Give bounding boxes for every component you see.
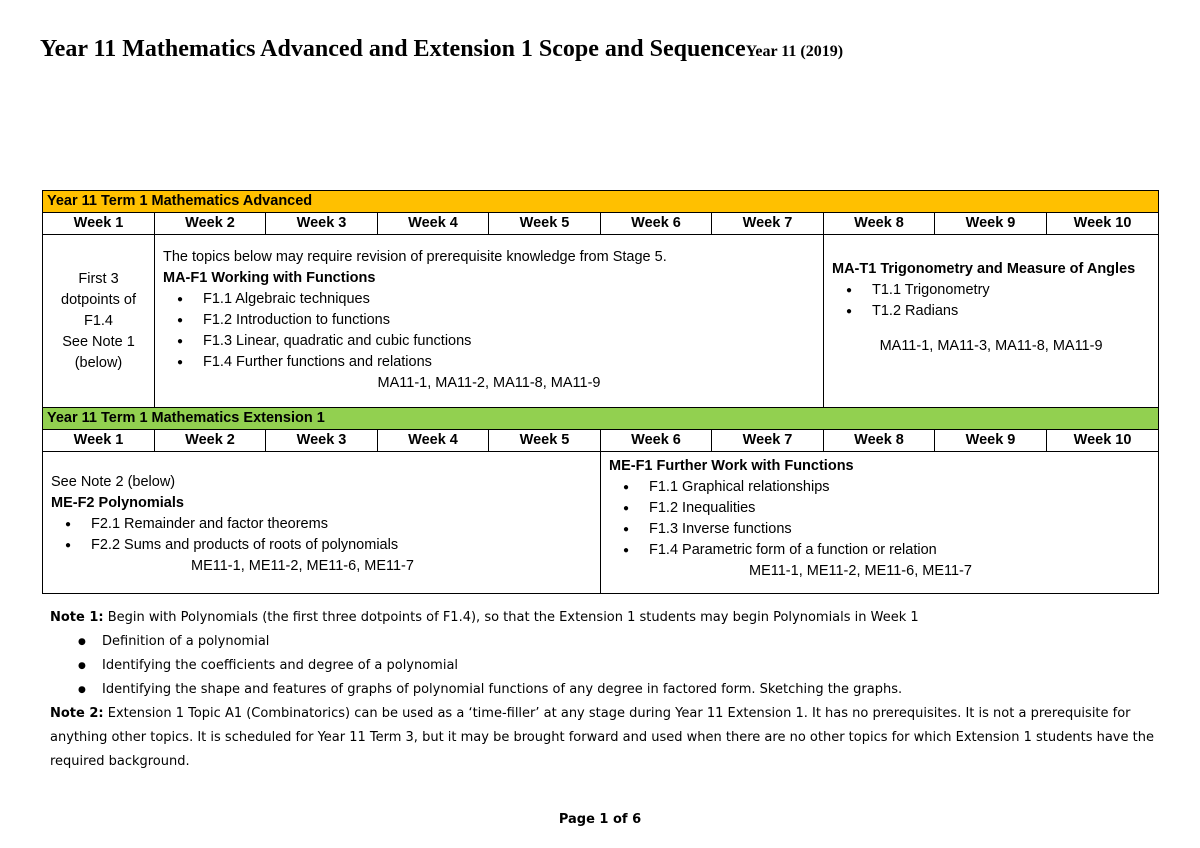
see-note-2: See Note 2 (below): [51, 474, 176, 490]
extension-functions-cell: [601, 452, 1159, 594]
topic-item: ● F1.1 Algebraic techniques: [203, 289, 815, 310]
topic-item: ● F1.4 Parametric form of a function or relation: [649, 540, 1150, 561]
first-cell-line: dotpoints of: [61, 292, 136, 308]
topic-heading: ME-F2 Polynomials: [51, 495, 184, 511]
week-header: Week 4: [378, 430, 489, 452]
advanced-band: Year 11 Term 1 Mathematics Advanced: [43, 191, 1159, 213]
note-1-list: [50, 630, 1160, 702]
topic-heading: MA-T1 Trigonometry and Measure of Angles: [832, 261, 1136, 277]
extension-polynomials-cell: [43, 452, 601, 594]
topic-list: [163, 289, 815, 373]
extension-week-row: [43, 430, 1159, 452]
week-header: Week 9: [935, 213, 1047, 235]
extension-band: Year 11 Term 1 Mathematics Extension 1: [43, 408, 1159, 430]
topic-item: ● F1.3 Linear, quadratic and cubic functions: [203, 331, 815, 352]
week-header: Week 8: [824, 213, 935, 235]
week-header: Week 9: [935, 430, 1047, 452]
topic-list: [832, 280, 1150, 322]
page-title: [40, 36, 843, 63]
first-cell-line: See Note 1: [62, 334, 135, 350]
advanced-schedule-table: [42, 190, 1159, 409]
advanced-week-row: [43, 213, 1159, 235]
week-header: Week 5: [489, 213, 601, 235]
week-header: Week 2: [155, 430, 266, 452]
note-2: [50, 702, 1160, 774]
first-cell-line: First 3: [78, 271, 119, 287]
topic-item: ● F1.1 Graphical relationships: [649, 477, 1150, 498]
outcome-codes: ME11-1, ME11-2, ME11-6, ME11-7: [191, 558, 414, 574]
note-1: [50, 606, 1160, 630]
week-header: Week 6: [601, 213, 712, 235]
topic-item: ● F1.4 Further functions and relations: [203, 352, 815, 373]
note-item: ● Identifying the shape and features of graphs of polynomial functions of any degree in factored form. Sketching the graphs.: [102, 678, 1160, 702]
title-suffix: Year 11 (2019): [745, 43, 844, 60]
topic-item: ● T1.1 Trigonometry: [872, 280, 1150, 301]
first-cell-line: F1.4: [83, 313, 113, 329]
prerequisite-note: The topics below may require revision of prerequisite knowledge from Stage 5.: [163, 249, 667, 265]
notes-section: [50, 606, 1160, 774]
topic-heading: MA-F1 Working with Functions: [163, 270, 376, 286]
week-header: Week 5: [489, 430, 601, 452]
advanced-content-row: [43, 235, 1159, 409]
note-item: ● Identifying the coefficients and degree of a polynomial: [102, 654, 1160, 678]
topic-heading: ME-F1 Further Work with Functions: [609, 458, 854, 474]
page-number: Page 1 of 6: [558, 812, 642, 827]
note-label: Note 2:: [50, 706, 104, 721]
week-header: Week 1: [43, 213, 155, 235]
topic-item: ● F2.2 Sums and products of roots of polynomials: [91, 535, 592, 556]
outcome-codes: ME11-1, ME11-2, ME11-6, ME11-7: [749, 563, 972, 579]
extension-content-row: [43, 452, 1159, 594]
week-header: Week 3: [266, 430, 378, 452]
topic-item: ● T1.2 Radians: [872, 301, 1150, 322]
title-main: Year 11 Mathematics Advanced and Extension 1 Scope and Sequence: [40, 36, 746, 62]
week-header: Week 4: [378, 213, 489, 235]
week-header: Week 10: [1047, 430, 1159, 452]
topic-item: ● F2.1 Remainder and factor theorems: [91, 514, 592, 535]
topic-item: ● F1.3 Inverse functions: [649, 519, 1150, 540]
week-header: Week 1: [43, 430, 155, 452]
note-item: ● Definition of a polynomial: [102, 630, 1160, 654]
advanced-week1-cell: [43, 235, 155, 409]
advanced-functions-cell: [155, 235, 824, 409]
note-text: Begin with Polynomials (the first three dotpoints of F1.4), so that the Extension 1 students may begin Polynomials in Week 1: [103, 610, 919, 625]
week-header: Week 7: [712, 430, 824, 452]
week-header: Week 6: [601, 430, 712, 452]
week-header: Week 2: [155, 213, 266, 235]
week-header: Week 7: [712, 213, 824, 235]
topic-item: ● F1.2 Inequalities: [649, 498, 1150, 519]
note-label: Note 1:: [50, 610, 104, 625]
first-cell-line: (below): [74, 355, 123, 371]
topic-list: [51, 514, 592, 556]
week-header: Week 3: [266, 213, 378, 235]
week-header: Week 10: [1047, 213, 1159, 235]
note-text: Extension 1 Topic A1 (Combinatorics) can be used as a ‘time-filler’ at any stage during Year 11 Extension 1. It has no prerequisites. It is not a prerequisite for anything other topics. It is scheduled for Year 11 Term 3, but it may be brought forward and used when there are no other topics for which Extension 1 students have the required background.: [50, 706, 1154, 769]
week-header: Week 8: [824, 430, 935, 452]
outcome-codes: MA11-1, MA11-2, MA11-8, MA11-9: [377, 375, 601, 391]
outcome-codes: MA11-1, MA11-3, MA11-8, MA11-9: [879, 338, 1103, 354]
topic-list: [609, 477, 1150, 561]
advanced-trig-cell: [824, 235, 1159, 409]
extension-schedule-table: [42, 407, 1159, 594]
topic-item: ● F1.2 Introduction to functions: [203, 310, 815, 331]
